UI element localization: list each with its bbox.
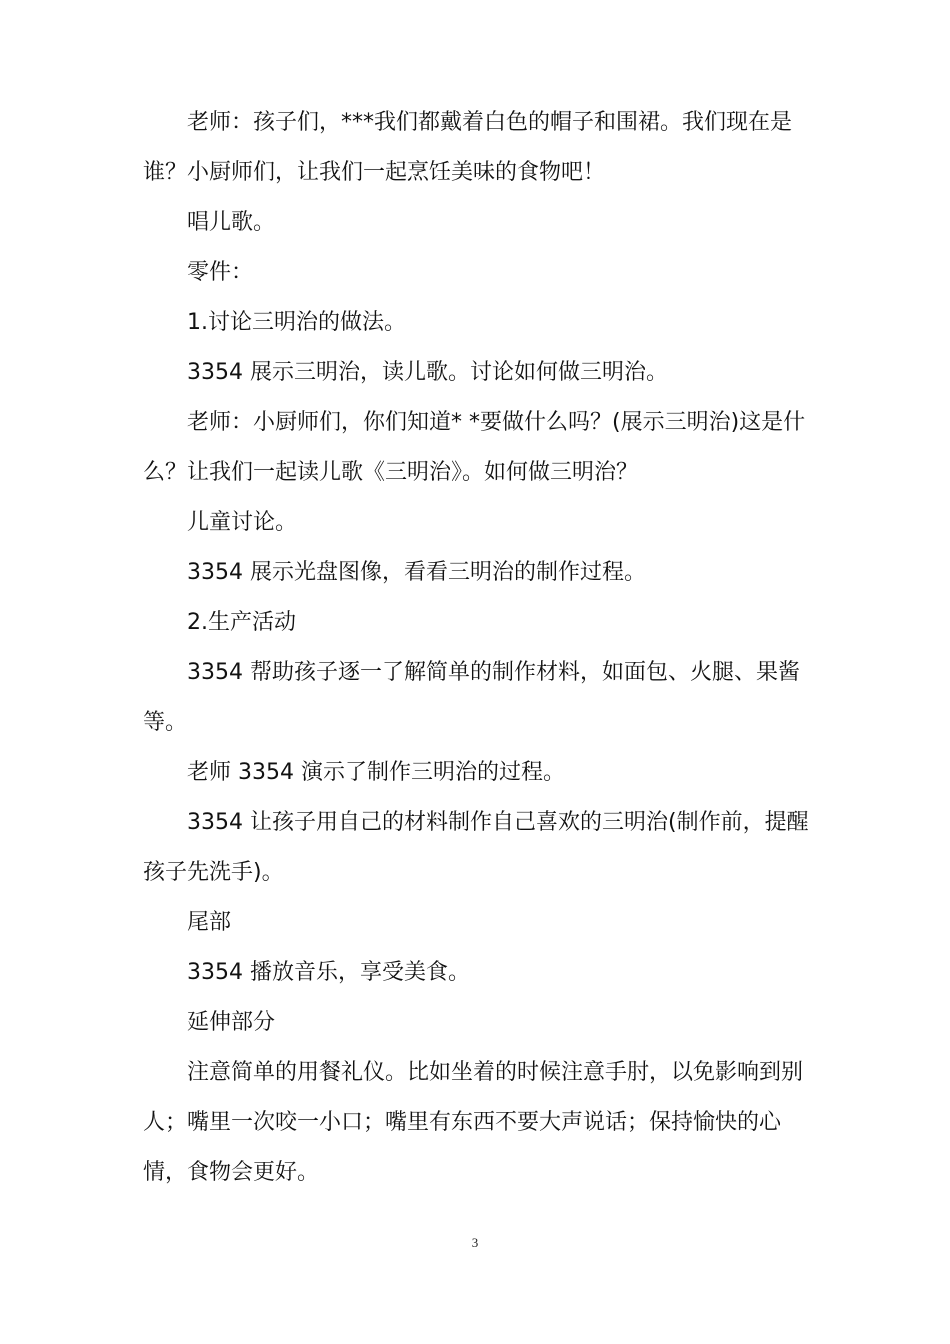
paragraph-show-sandwich: 3354 展示三明治，读儿歌。讨论如何做三明治。 [187, 360, 668, 385]
paragraph-materials: 3354 帮助孩子逐一了解简单的制作材料，如面包、火腿、果酱等。 [143, 660, 800, 735]
paragraph-section-2: 2.生产活动 [187, 610, 296, 635]
paragraph-teacher-question: 老师：小厨师们，你们知道* *要做什么吗？(展示三明治)这是什么？让我们一起读儿歌《三明治》。如何做三明治？ [143, 410, 806, 485]
paragraph-children-discuss: 儿童讨论。 [187, 510, 298, 535]
paragraph-sing-song: 唱儿歌。 [187, 210, 276, 235]
paragraph-etiquette: 注意简单的用餐礼仪。比如坐着的时候注意手肘，以免影响到别人；嘴里一次咬一小口；嘴里有东西不要大声说话；保持愉快的心情，食物会更好。 [143, 1060, 804, 1185]
page-number: 3 [471, 1235, 479, 1250]
paragraph-section-1: 1.讨论三明治的做法。 [187, 310, 406, 335]
paragraph-teacher-demo: 老师 3354 演示了制作三明治的过程。 [187, 760, 565, 785]
paragraph-ending: 尾部 [187, 910, 232, 935]
paragraph-parts: 零件： [187, 260, 254, 285]
paragraph-teacher-intro: 老师：孩子们，***我们都戴着白色的帽子和围裙。我们现在是谁？小厨师们，让我们一起烹饪美味的食物吧！ [143, 110, 793, 185]
paragraph-extension: 延伸部分 [187, 1010, 276, 1035]
paragraph-show-video: 3354 展示光盘图像，看看三明治的制作过程。 [187, 560, 646, 585]
document-body [143, 98, 815, 1198]
paragraph-children-make: 3354 让孩子用自己的材料制作自己喜欢的三明治(制作前，提醒孩子先洗手)。 [143, 810, 809, 885]
paragraph-music: 3354 播放音乐，享受美食。 [187, 960, 470, 985]
